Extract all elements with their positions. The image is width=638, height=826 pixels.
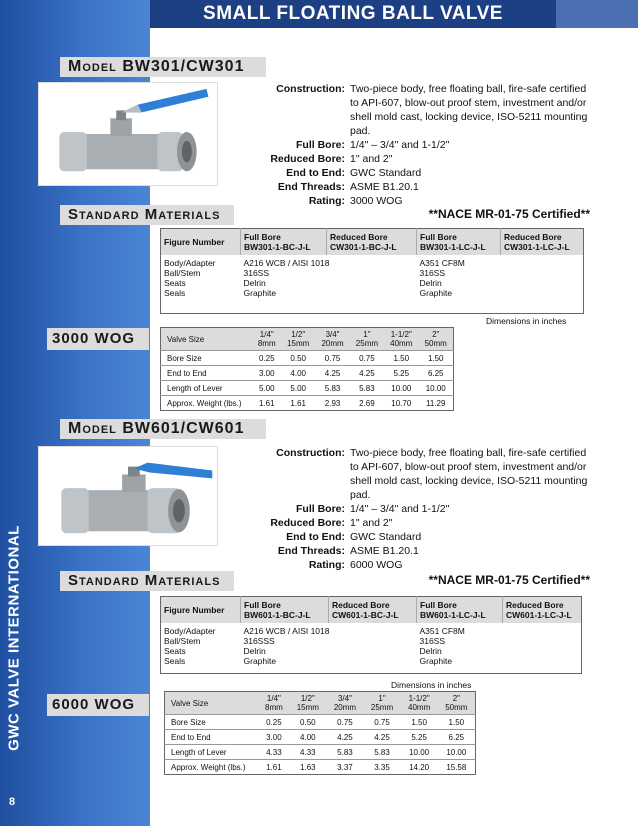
table-row: Bore Size 0.25 0.50 0.75 0.75 1.50 1.50 [165,715,476,730]
valve-photo [38,82,218,186]
materials-table: Figure Number Full Bore BW601-1-BC-J-L Reduced Bore CW601-1-BC-J-L Full Bore BW601-1-LC-J-L Reduced Bore CW601-1-LC-J-L Body/Adapter Ball/Stem Seats Seals A216 WCB / AISI 1018 316SSS Delrin Graphite A351 CF8M 316SS Delrin Graphite [160,596,582,674]
table-row: Bore Size 0.25 0.50 0.75 0.75 1.50 1.50 [161,351,454,366]
nace-note: **NACE MR-01-75 Certified** [428,207,590,221]
brand-name: GWC VALVE INTERNATIONAL [5,524,23,751]
header-accent [556,0,638,28]
standard-materials-label: Standard Materials [60,571,234,591]
dimensions-caption: Dimensions in inches [486,316,567,326]
nace-note: **NACE MR-01-75 Certified** [428,573,590,587]
table-row: End to End 3.00 4.00 4.25 4.25 5.25 6.25 [165,730,476,745]
table-row: End to End 3.00 4.00 4.25 4.25 5.25 6.25 [161,366,454,381]
materials-table: Figure Number Full Bore BW301-1-BC-J-L Reduced Bore CW301-1-BC-J-L Full Bore BW301-1-LC-J-L Reduced Bore CW301-1-LC-J-L Body/Adapter Ball/Stem Seats Seals A216 WCB / AISI 1018 316SS Delrin Graphite A351 CF8M 316SS Delrin Graphite [160,228,584,314]
dimensions-caption: Dimensions in inches [391,680,472,690]
dimensions-table: Valve Size 1/4" 8mm 1/2" 15mm 3/4" 20mm 1" 25mm 1-1/2" 40mm 2" 50mm Bore Size 0.25 0.50 0.75 0.75 1.50 1.50 End to End 3.00 4.00 4.25 4.25 5.25 6.25 Length of Lever 5.00 5.00 5.83 5.83 10.00 10.00 Approx. Weight (lbs.) 1.61 1.61 2.93 2.69 10.70 11.29 [160,327,454,411]
table-row: Length of Lever 4.33 4.33 5.83 5.83 10.00 10.00 [165,745,476,760]
page-title: SMALL FLOATING BALL VALVE [150,0,556,28]
model-label: Model BW601/CW601 [60,419,266,439]
table-row: Approx. Weight (lbs.) 1.61 1.61 2.93 2.69 10.70 11.29 [161,396,454,411]
page-number: 8 [9,796,16,808]
model-label: Model BW301/CW301 [60,57,266,77]
spec-list: Construction: Two-piece body, free floating ball, fire-safe certified to API-607, blow-out proof stem, investment and/or shell mold cast, locking device, ISO-5211 mounting pad. Full Bore: 1/4" – 3/4" and 1-1/2" Reduced Bore: 1" and 2" End to End: GWC Standard End Threads: ASME B1.20.1 Rating: 3000 WOG [270,83,588,207]
rating-label: 3000 WOG [47,328,149,350]
spec-list: Construction: Two-piece body, free floating ball, fire-safe certified to API-607, blow-out proof stem, investment and/or shell mold cast, locking device, ISO-5211 mounting pad. Full Bore: 1/4" – 3/4" and 1-1/2" Reduced Bore: 1" and 2" End to End: GWC Standard End Threads: ASME B1.20.1 Rating: 6000 WOG [270,447,588,571]
dimensions-table: Valve Size 1/4" 8mm 1/2" 15mm 3/4" 20mm 1" 25mm 1-1/2" 40mm 2" 50mm Bore Size 0.25 0.50 0.75 0.75 1.50 1.50 End to End 3.00 4.00 4.25 4.25 5.25 6.25 Length of Lever 4.33 4.33 5.83 5.83 10.00 10.00 Approx. Weight (lbs.) 1.61 1.63 3.37 3.35 14.20 15.58 [164,691,476,775]
standard-materials-label: Standard Materials [60,205,234,225]
rating-label: 6000 WOG [47,694,149,716]
table-row: Length of Lever 5.00 5.00 5.83 5.83 10.00 10.00 [161,381,454,396]
valve-photo [38,446,218,546]
table-row: Approx. Weight (lbs.) 1.61 1.63 3.37 3.35 14.20 15.58 [165,760,476,775]
